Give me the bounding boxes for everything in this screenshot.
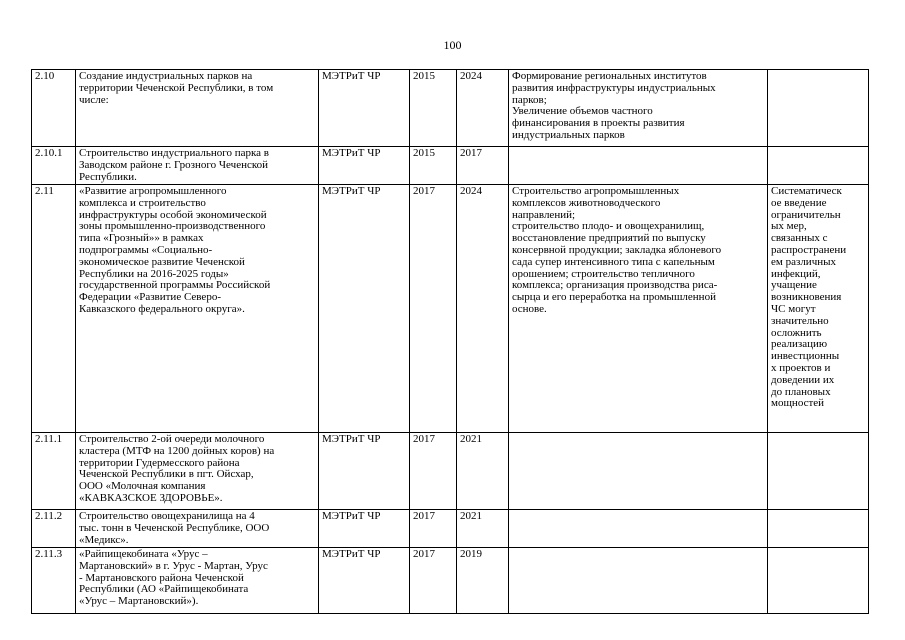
measure-name: Создание индустриальных парков на территории Чеченской Республики, в том числе: (76, 70, 319, 147)
measure-name: «Райпищекобината «Урус – Мартановский» в г. Урус - Мартан, Урус - Мартановского района Чеченской Республики (АО «Райпищекобината «Урус – Мартановский»). (76, 548, 319, 614)
start-year: 2017 (410, 548, 457, 614)
expected-result (509, 548, 768, 614)
expected-result: Строительство агропромышленных комплексов животноводческого направлений; строительство плодо- и овощехранилищ, восстановление предприятий по выпуску консервной продукции; закладка яблоневого сада супер интенсивного типа с капельным орошением; строительство тепличного комплекса; организация производства рисa- сырца и его переработка на промышленной основе. (509, 185, 768, 433)
measure-name: Строительство индустриального парка в Заводском районе г. Грозного Чеченской Республики. (76, 147, 319, 185)
page-number: 100 (443, 38, 462, 52)
table-row (32, 70, 869, 147)
row-number: 2.11.3 (32, 548, 76, 614)
end-year: 2024 (457, 185, 509, 433)
start-year: 2015 (410, 147, 457, 185)
row-number: 2.11 (32, 185, 76, 433)
risks (768, 147, 869, 185)
start-year: 2015 (410, 70, 457, 147)
end-year: 2021 (457, 433, 509, 510)
executor: МЭТРиТ ЧР (319, 548, 410, 614)
risks (768, 433, 869, 510)
row-number: 2.10 (32, 70, 76, 147)
executor: МЭТРиТ ЧР (319, 185, 410, 433)
measure-name: Строительство 2-ой очереди молочного кластера (МТФ на 1200 дойных коров) на территории Гудермесского района Чеченской Республики в пгт. Ойсхар, ООО «Молочная компания «КАВКАЗСКОЕ ЗДОРОВЬЕ». (76, 433, 319, 510)
executor: МЭТРиТ ЧР (319, 147, 410, 185)
expected-result: Формирование региональных институтов развития инфраструктуры индустриальных парков; Увеличение объемов частного финансирования в проекты развития индустриальных парков (509, 70, 768, 147)
table-row (32, 185, 869, 433)
row-number: 2.11.2 (32, 510, 76, 548)
end-year: 2021 (457, 510, 509, 548)
measures-table (31, 69, 869, 614)
expected-result (509, 147, 768, 185)
table-row (32, 433, 869, 510)
start-year: 2017 (410, 185, 457, 433)
measure-name: «Развитие агропромышленного комплекса и строительство инфраструктуры особой экономической зоны промышленно-производственного типа «Грозный»» в рамках подпрограммы «Социально- экономическое развитие Чеченской Республики на 2016-2025 годы» государственной программы Российской Федерации «Развитие Северо- Кавказского федерального округа». (76, 185, 319, 433)
executor: МЭТРиТ ЧР (319, 70, 410, 147)
table-row (32, 147, 869, 185)
expected-result (509, 433, 768, 510)
row-number: 2.11.1 (32, 433, 76, 510)
table-row (32, 548, 869, 614)
executor: МЭТРиТ ЧР (319, 510, 410, 548)
end-year: 2019 (457, 548, 509, 614)
table-row (32, 510, 869, 548)
measure-name: Строительство овощехранилища на 4 тыс. тонн в Чеченской Республике, ООО «Медикс». (76, 510, 319, 548)
end-year: 2017 (457, 147, 509, 185)
risks: Систематическ ое введение ограничительн ых мер, связанных с распространени ем различных инфекций, учащение возникновения ЧС могут значительно осложнить реализацию инвестционны х проектов и доведении их до плановых мощностей (768, 185, 869, 433)
risks (768, 510, 869, 548)
risks (768, 70, 869, 147)
row-number: 2.10.1 (32, 147, 76, 185)
risks (768, 548, 869, 614)
end-year: 2024 (457, 70, 509, 147)
executor: МЭТРиТ ЧР (319, 433, 410, 510)
start-year: 2017 (410, 433, 457, 510)
start-year: 2017 (410, 510, 457, 548)
expected-result (509, 510, 768, 548)
